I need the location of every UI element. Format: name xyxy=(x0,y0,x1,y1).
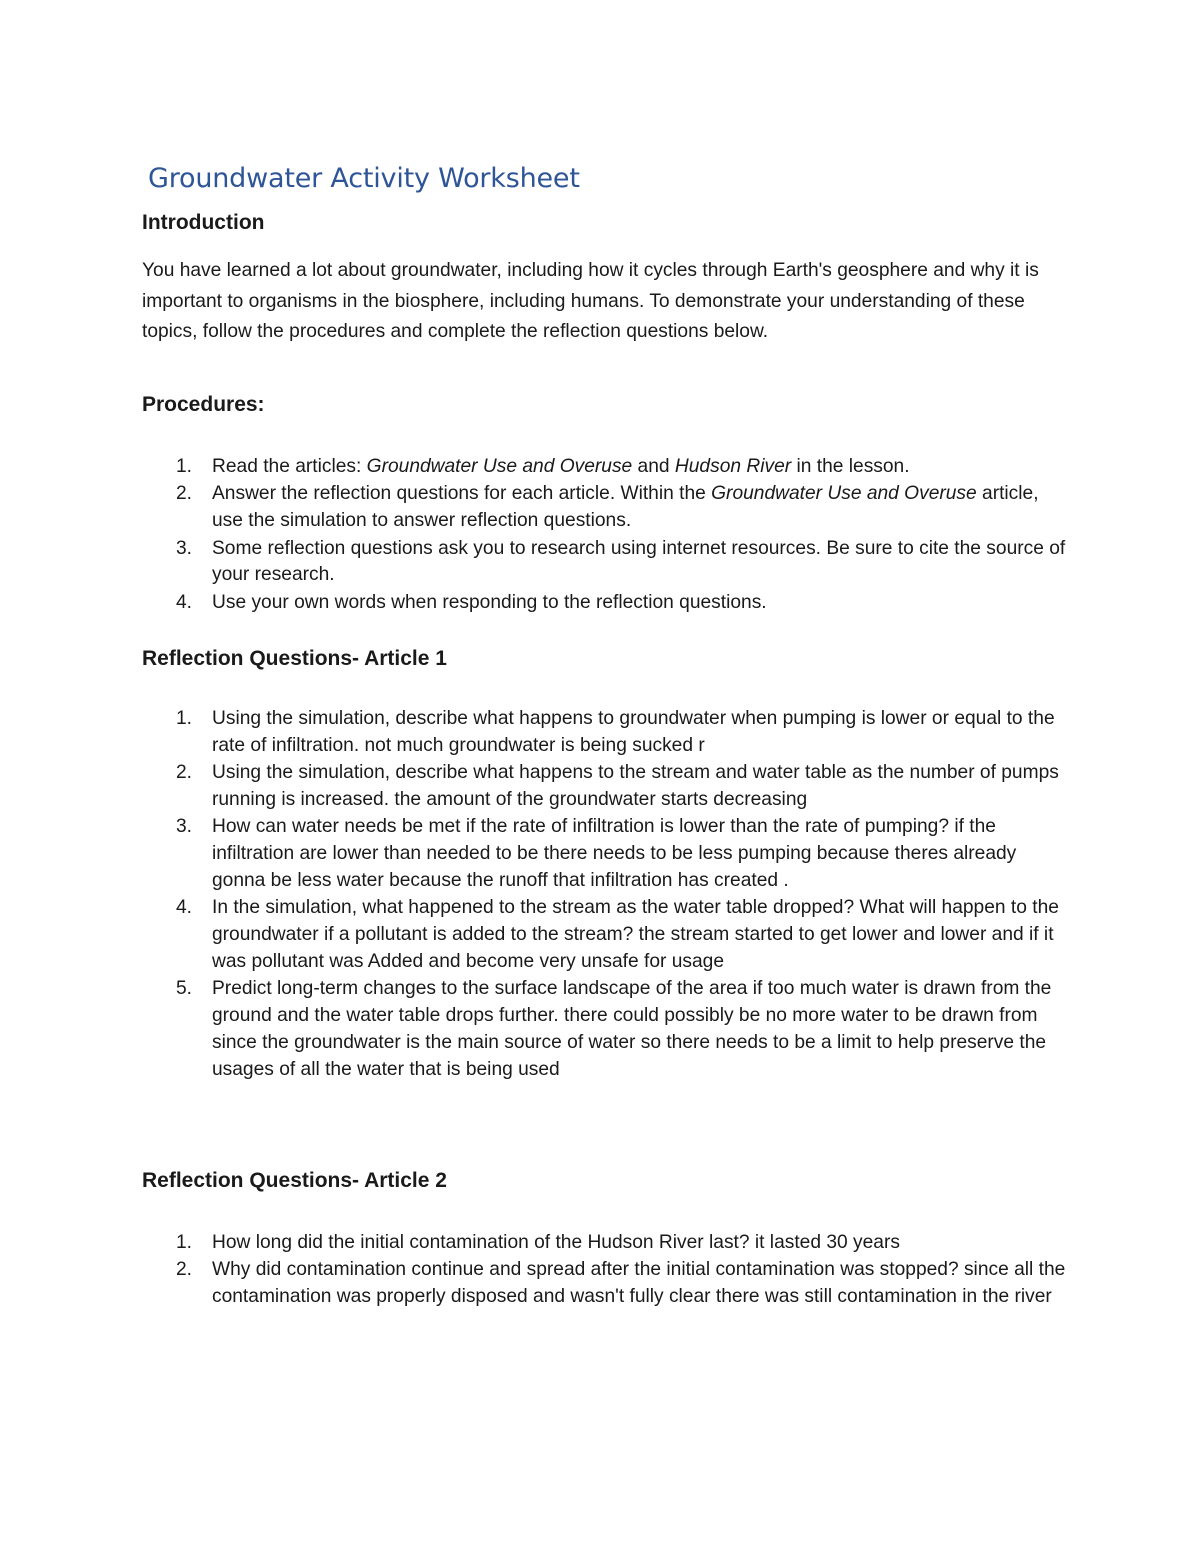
article1-heading: Reflection Questions- Article 1 xyxy=(142,647,447,670)
list-item xyxy=(142,481,1072,535)
list-number: 3. xyxy=(176,537,193,559)
list-item xyxy=(142,706,1072,760)
article-title: Hudson River xyxy=(674,456,792,477)
article-title: Groundwater Use and Overuse xyxy=(711,483,977,505)
article-title: Groundwater Use and Overuse xyxy=(366,456,633,477)
article2-heading: Reflection Questions- Article 2 xyxy=(142,1169,447,1192)
list-number: 2. xyxy=(176,762,193,784)
item-text: Some reflection questions ask you to research using internet resources. Be sure to cite the source of your research. xyxy=(212,537,1066,586)
procedures-list xyxy=(142,454,1072,617)
article2-questions xyxy=(142,1230,1072,1312)
list-number: 4. xyxy=(176,591,193,613)
list-item xyxy=(142,536,1072,590)
list-number: 5. xyxy=(176,978,193,1000)
list-number: 2. xyxy=(176,1259,193,1281)
list-number: 1. xyxy=(176,1232,193,1253)
list-item xyxy=(142,976,1072,1083)
list-number: 1. xyxy=(176,708,193,729)
list-item xyxy=(142,814,1072,894)
question-text: Why did contamination continue and spread after the initial contamination was stopped? since all the contamination was properly disposed and wasn't fully clear there was still contamination in the river xyxy=(212,1259,1066,1308)
item-text: Read the articles: xyxy=(212,456,367,477)
introduction-heading: Introduction xyxy=(142,211,265,234)
list-item xyxy=(142,895,1072,975)
article1-questions xyxy=(142,706,1072,1084)
page-title: Groundwater Activity Worksheet xyxy=(148,163,580,194)
list-number: 3. xyxy=(176,816,193,838)
item-text: article, use the simulation to answer reflection questions. xyxy=(212,483,1039,532)
list-item xyxy=(142,1230,1072,1257)
list-item xyxy=(142,454,1072,481)
list-item xyxy=(142,760,1072,814)
question-text: Using the simulation, describe what happens to the stream and water table as the number of pumps running is increased. the amount of the groundwater starts decreasing xyxy=(212,762,1059,810)
question-text: In the simulation, what happened to the stream as the water table dropped? What will happen to the groundwater if a pollutant is added to the stream? the stream started to get lower and lower and if it was pollutant was Added and become very unsafe for usage xyxy=(212,897,1059,972)
question-text: Predict long-term changes to the surface landscape of the area if too much water is drawn from the ground and the water table drops further. there could possibly be no more water to be drawn from since the groundwater is the main source of water so there needs to be a limit to help preserve the usages of all the water that is being used xyxy=(212,978,1052,1080)
procedures-heading: Procedures: xyxy=(142,393,265,416)
question-text: Using the simulation, describe what happens to groundwater when pumping is lower or equal to the rate of infiltration. not much groundwater is being sucked r xyxy=(212,708,1055,756)
list-item xyxy=(142,590,1072,617)
question-text: How long did the initial contamination of the Hudson River last? it lasted 30 years xyxy=(212,1232,900,1253)
item-text: Use your own words when responding to the reflection questions. xyxy=(212,591,767,613)
list-number: 2. xyxy=(176,483,193,505)
item-text: and xyxy=(632,456,675,477)
item-text: Answer the reflection questions for each article. Within the xyxy=(212,483,712,505)
question-text: How can water needs be met if the rate of infiltration is lower than the rate of pumping? if the infiltration are lower than needed to be there needs to be less pumping because theres already gonna be less water because the runoff that infiltration has created . xyxy=(212,816,1017,891)
list-item xyxy=(142,1257,1072,1311)
list-number: 1. xyxy=(176,456,193,477)
list-number: 4. xyxy=(176,897,193,919)
introduction-text: You have learned a lot about groundwater, including how it cycles through Earth's geosphere and why it is important to organisms in the biosphere, including humans. To demonstrate your understanding of these topics, follow the procedures and complete the reflection questions below. xyxy=(142,260,1039,342)
item-text: in the lesson. xyxy=(791,456,910,477)
